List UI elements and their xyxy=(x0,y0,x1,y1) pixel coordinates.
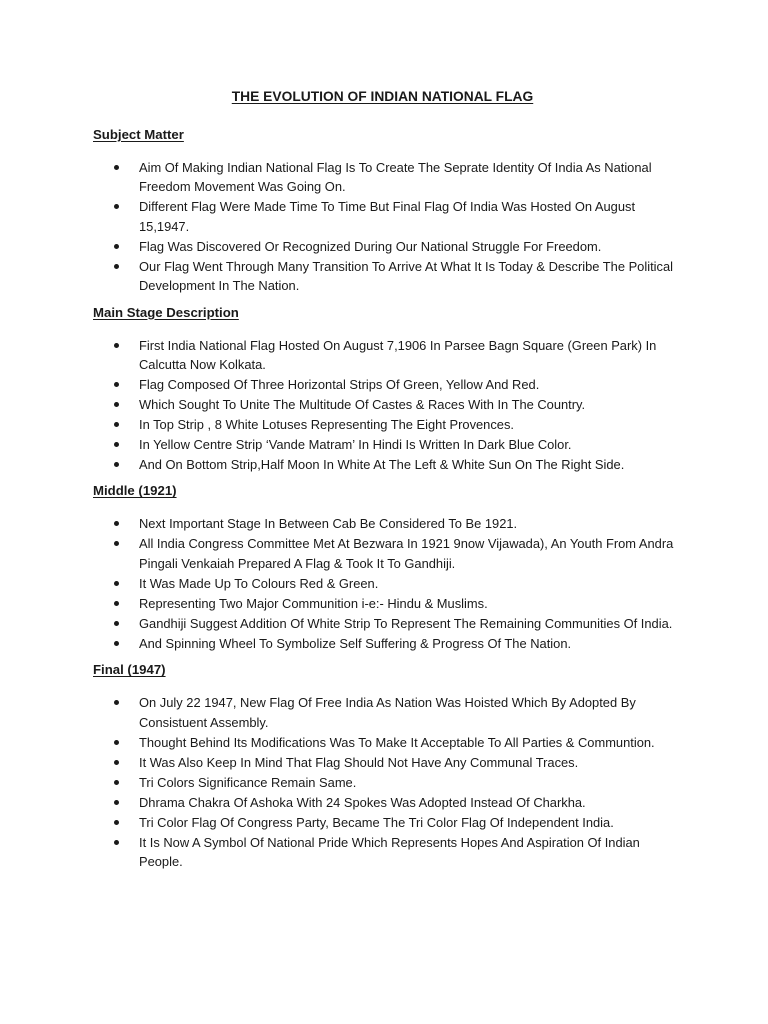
list-item xyxy=(93,693,684,732)
bullet-icon xyxy=(114,700,119,705)
list-item xyxy=(93,435,684,454)
bullet-icon xyxy=(114,621,119,626)
list-item-text: Next Important Stage In Between Cab Be Considered To Be 1921. xyxy=(139,516,518,532)
list-item xyxy=(93,753,684,772)
list-item xyxy=(93,375,684,394)
bullet-icon xyxy=(114,820,119,825)
section-1 xyxy=(93,304,708,475)
section-2 xyxy=(93,482,708,653)
list-item xyxy=(93,773,684,792)
list-item xyxy=(93,614,684,633)
list-item xyxy=(93,197,684,236)
list-item xyxy=(93,336,684,375)
list-item xyxy=(93,594,684,613)
list-item-text: On July 22 1947, New Flag Of Free India As Nation Was Hoisted Which By Adopted By Consistuent Assembly. xyxy=(139,695,636,730)
bullet-icon xyxy=(114,740,119,745)
bullet-icon xyxy=(114,840,119,845)
bullet-icon xyxy=(114,264,119,269)
section-heading: Final (1947) xyxy=(93,662,166,678)
list-item xyxy=(93,395,684,414)
section-heading: Main Stage Description xyxy=(93,304,239,320)
list-item-text: In Yellow Centre Strip ‘Vande Matram’ In Hindi Is Written In Dark Blue Color. xyxy=(139,437,572,453)
bullet-icon xyxy=(114,442,119,447)
list-item-text: Aim Of Making Indian National Flag Is To Create The Seprate Identity Of India As National Freedom Movement Was Going On. xyxy=(139,160,652,195)
section-0 xyxy=(93,126,708,296)
list-item xyxy=(93,833,684,872)
bullet-icon xyxy=(114,402,119,407)
bullet-icon xyxy=(114,521,119,526)
list-item-text: Representing Two Major Communition i-e:- Hindu & Muslims. xyxy=(139,595,488,611)
bullet-icon xyxy=(114,422,119,427)
list-item xyxy=(93,415,684,434)
list-item xyxy=(93,813,684,832)
list-item-text: Dhrama Chakra Of Ashoka With 24 Spokes Was Adopted Instead Of Charkha. xyxy=(139,794,586,810)
list-item-text: And Spinning Wheel To Symbolize Self Suffering & Progress Of The Nation. xyxy=(139,635,572,651)
bullet-list xyxy=(93,158,708,296)
list-item-text: It Was Made Up To Colours Red & Green. xyxy=(139,575,379,591)
bullet-list xyxy=(93,514,708,653)
bullet-icon xyxy=(114,760,119,765)
section-heading: Subject Matter xyxy=(93,127,184,142)
list-item xyxy=(93,257,684,296)
bullet-icon xyxy=(114,462,119,467)
bullet-icon xyxy=(114,780,119,785)
list-item xyxy=(93,237,684,256)
bullet-icon xyxy=(114,382,119,387)
document-title: THE EVOLUTION OF INDIAN NATIONAL FLAG xyxy=(231,89,534,104)
bullet-icon xyxy=(114,541,119,546)
list-item xyxy=(93,158,684,197)
list-item-text: All India Congress Committee Met At Bezwara In 1921 9now Vijawada), An Youth From Andra Pingali Venkaiah Prepared A Flag & Took It To Gandhiji. xyxy=(139,536,674,571)
bullet-list xyxy=(93,336,708,475)
bullet-icon xyxy=(114,343,119,348)
bullet-icon xyxy=(114,581,119,586)
list-item-text: Gandhiji Suggest Addition Of White Strip To Represent The Remaining Communities Of India. xyxy=(139,615,673,631)
list-item xyxy=(93,455,684,474)
list-item-text: In Top Strip , 8 White Lotuses Representing The Eight Provences. xyxy=(139,417,514,433)
list-item-text: It Was Also Keep In Mind That Flag Should Not Have Any Communal Traces. xyxy=(139,754,579,770)
list-item-text: First India National Flag Hosted On August 7,1906 In Parsee Bagn Square (Green Park) In Calcutta Now Kolkata. xyxy=(139,337,657,373)
section-heading: Middle (1921) xyxy=(93,483,177,499)
list-item-text: Our Flag Went Through Many Transition To Arrive At What It Is Today & Describe The Political Development In The Nation. xyxy=(139,258,674,294)
list-item-text: Tri Colors Significance Remain Same. xyxy=(139,774,357,790)
bullet-list xyxy=(93,693,708,871)
list-item-text: Thought Behind Its Modifications Was To Make It Acceptable To All Parties & Communtion. xyxy=(139,734,655,750)
list-item xyxy=(93,534,684,573)
bullet-icon xyxy=(114,244,119,249)
bullet-icon xyxy=(114,800,119,805)
document-body xyxy=(93,126,708,871)
list-item-text: Flag Was Discovered Or Recognized During Our National Struggle For Freedom. xyxy=(139,238,602,254)
list-item xyxy=(93,793,684,812)
list-item xyxy=(93,514,684,533)
list-item xyxy=(93,634,684,653)
bullet-icon xyxy=(114,601,119,606)
list-item xyxy=(93,574,684,593)
list-item-text: Different Flag Were Made Time To Time But Final Flag Of India Was Hosted On August 15,1947. xyxy=(139,199,636,234)
bullet-icon xyxy=(114,204,119,209)
list-item-text: Flag Composed Of Three Horizontal Strips Of Green, Yellow And Red. xyxy=(139,377,540,393)
section-3 xyxy=(93,661,708,871)
bullet-icon xyxy=(114,641,119,646)
bullet-icon xyxy=(114,165,119,170)
list-item-text: Tri Color Flag Of Congress Party, Became The Tri Color Flag Of Independent India. xyxy=(139,814,614,830)
list-item-text: Which Sought To Unite The Multitude Of Castes & Races With In The Country. xyxy=(139,397,586,413)
list-item xyxy=(93,733,684,752)
list-item-text: And On Bottom Strip,Half Moon In White At The Left & White Sun On The Right Side. xyxy=(139,457,625,473)
list-item-text: It Is Now A Symbol Of National Pride Which Represents Hopes And Aspiration Of Indian People. xyxy=(139,834,640,870)
